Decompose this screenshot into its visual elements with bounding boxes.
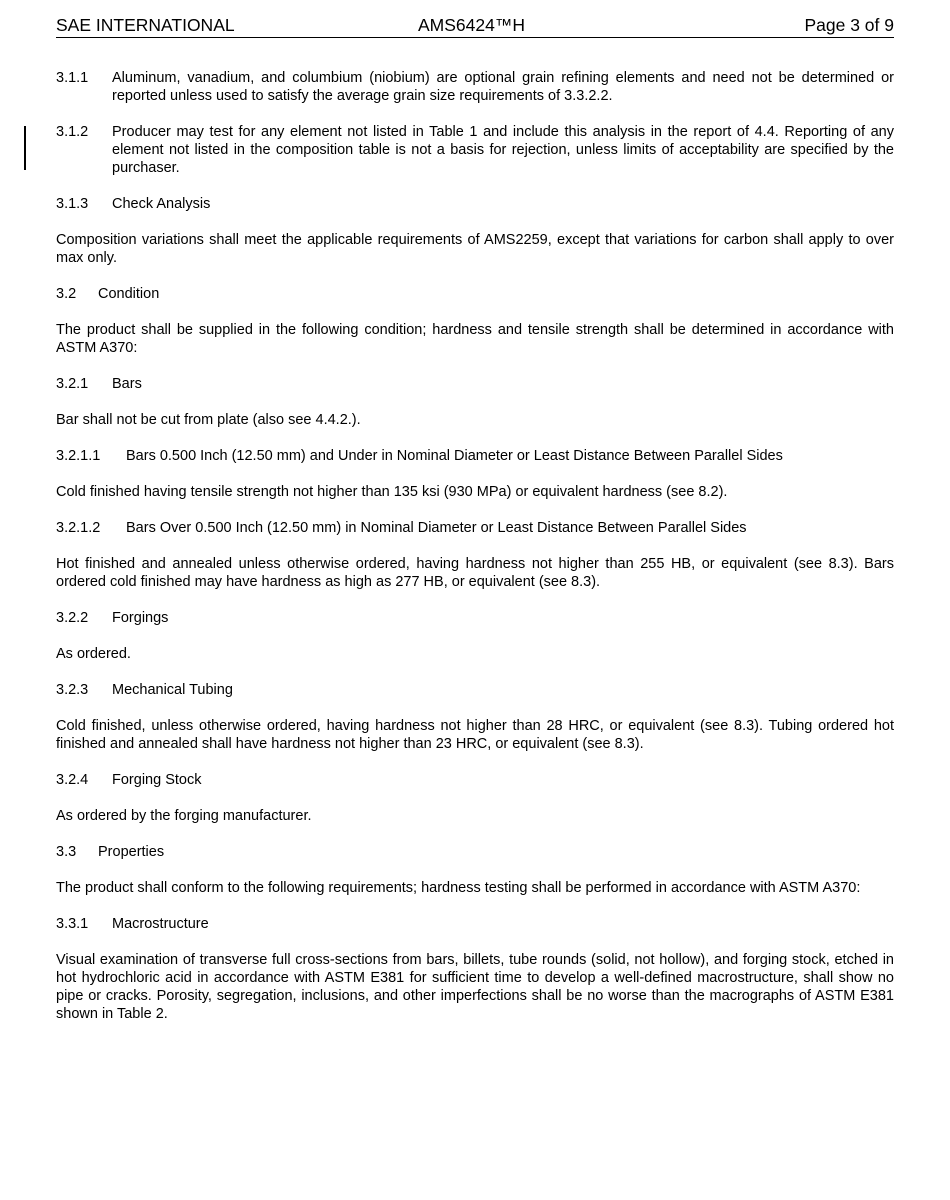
heading-3-3 <box>56 843 894 861</box>
revision-change-bar <box>24 126 26 170</box>
section-3-1-3-body: Composition variations shall meet the applicable requirements of AMS2259, except that variations for carbon shall apply to over max only. <box>56 232 894 266</box>
section-3-3-1-body: Visual examination of transverse full cross-sections from bars, billets, tube rounds (solid, not hollow), and forging stock, etched in hot hydrochloric acid in accordance with ASTM E381 for sufficient time to develop a well-defined macrostructure, shall show no pipe or cracks. Porosity, segregation, inclusions, and other imperfections shall be no worse than the macrographs of ASTM E381 shown in Table 2. <box>56 952 894 1022</box>
section-number: 3.2.1.2 <box>56 520 101 536</box>
section-text: Producer may test for any element not listed in Table 1 and include this analysis in the report of 4.4. Reporting of any element not listed in the composition table is not a basis for rejection, unless limits of acceptability are specified by the purchaser. <box>112 124 894 176</box>
section-text: Aluminum, vanadium, and columbium (niobium) are optional grain refining elements and need not be determined or reported unless used to satisfy the average grain size requirements of 3.3.2.2. <box>112 70 894 104</box>
section-title: Properties <box>98 844 165 860</box>
section-title: Macrostructure <box>112 916 209 932</box>
section-number: 3.1.3 <box>56 196 89 212</box>
section-3-2-1-2-body: Hot finished and annealed unless otherwise ordered, having hardness not higher than 255 HB, or equivalent (see 8.3). Bars ordered cold finished may have hardness as high as 277 HB, or equivalent (see 8.3). <box>56 556 894 590</box>
header-org: SAE INTERNATIONAL <box>56 15 235 35</box>
section-number: 3.2.1.1 <box>56 448 101 464</box>
heading-3-1-3 <box>56 195 894 213</box>
section-3-1-1 <box>56 69 894 105</box>
section-3-2-1-body: Bar shall not be cut from plate (also see 4.4.2.). <box>56 412 361 428</box>
section-3-3-body: The product shall conform to the following requirements; hardness testing shall be performed in accordance with ASTM A370: <box>56 880 861 896</box>
section-3-2-1-1-body: Cold finished having tensile strength not higher than 135 ksi (930 MPa) or equivalent hardness (see 8.2). <box>56 484 728 500</box>
heading-3-2-1-1 <box>56 447 894 465</box>
document-body <box>56 69 894 1041</box>
heading-3-2-3 <box>56 681 894 699</box>
section-title: Bars 0.500 Inch (12.50 mm) and Under in Nominal Diameter or Least Distance Between Parallel Sides <box>126 448 783 464</box>
section-3-1-2 <box>56 123 894 177</box>
heading-3-2-2 <box>56 609 894 627</box>
heading-3-2-1 <box>56 375 894 393</box>
heading-3-2 <box>56 285 894 303</box>
section-number: 3.2.1 <box>56 376 89 392</box>
section-title: Forging Stock <box>112 772 202 788</box>
section-3-2-body: The product shall be supplied in the following condition; hardness and tensile strength shall be determined in accordance with ASTM A370: <box>56 322 894 356</box>
section-3-2-4-body: As ordered by the forging manufacturer. <box>56 808 312 824</box>
section-number: 3.1.1 <box>56 70 89 86</box>
heading-3-2-4 <box>56 771 894 789</box>
heading-3-2-1-2 <box>56 519 894 537</box>
section-number: 3.3 <box>56 844 77 860</box>
section-number: 3.2.4 <box>56 772 89 788</box>
section-title: Check Analysis <box>112 196 211 212</box>
section-number: 3.2.2 <box>56 610 89 626</box>
page-header <box>56 15 894 38</box>
section-3-2-2-body: As ordered. <box>56 646 131 662</box>
section-title: Bars Over 0.500 Inch (12.50 mm) in Nominal Diameter or Least Distance Between Parallel Sides <box>126 520 747 536</box>
heading-3-3-1 <box>56 915 894 933</box>
section-number: 3.2.3 <box>56 682 89 698</box>
section-title: Mechanical Tubing <box>112 682 233 698</box>
header-doc-number: AMS6424™H <box>418 15 525 35</box>
section-number: 3.1.2 <box>56 124 89 140</box>
section-number: 3.2 <box>56 286 77 302</box>
section-number: 3.3.1 <box>56 916 89 932</box>
section-title: Condition <box>98 286 160 302</box>
section-title: Bars <box>112 376 142 392</box>
section-3-2-3-body: Cold finished, unless otherwise ordered, having hardness not higher than 28 HRC, or equivalent (see 8.3). Tubing ordered hot finished and annealed shall have hardness not higher than 23 HRC, or equivalent (see 8.3). <box>56 718 894 752</box>
section-title: Forgings <box>112 610 169 626</box>
header-page-number: Page 3 of 9 <box>804 15 894 35</box>
